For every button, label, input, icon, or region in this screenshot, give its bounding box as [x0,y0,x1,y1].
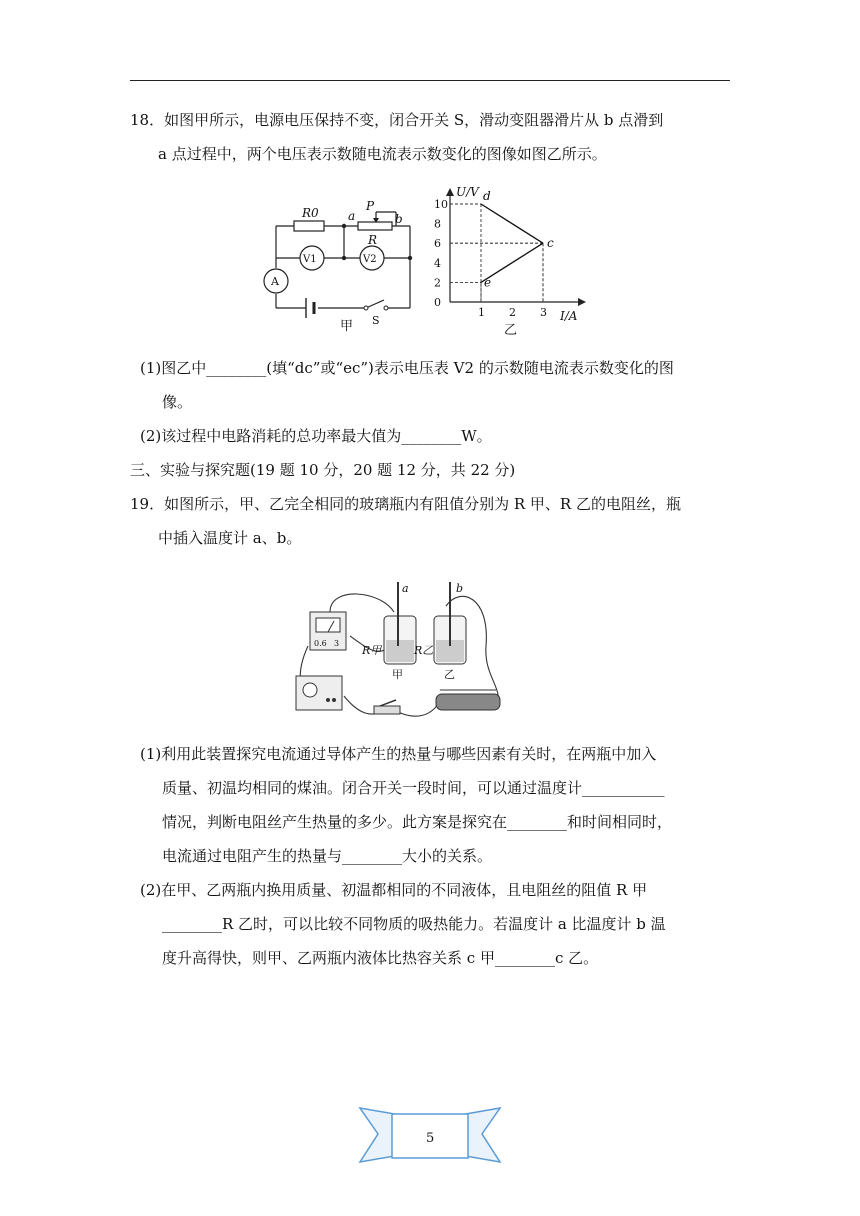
label-ammeter: A [271,275,279,288]
page-number-ribbon [356,1104,504,1166]
x-axis-label: I/A [560,309,578,323]
label-r0: R0 [302,206,319,220]
y-tick-label: 0 [434,296,441,309]
page-number: 5 [426,1131,435,1146]
y-tick-label: 4 [434,256,441,270]
x-tick-label: 3 [540,306,547,319]
section-3-heading: 三、实验与探究题(19 题 10 分，20 题 12 分，共 22 分) [130,461,516,479]
y-tick-label: 2 [434,276,441,290]
q19-sub1-line1: (1)利用此装置探究电流通过导体产生的热量与哪些因素有关时，在两瓶中加入 [140,745,657,763]
q19-line1: 19．如图所示，甲、乙完全相同的玻璃瓶内有阻值分别为 R 甲、R 乙的电阻丝，瓶 [130,495,681,513]
y-tick-label: 8 [434,217,441,231]
r-jia-label: R甲 [362,644,382,657]
q19-sub2-line3: 度升高得快，则甲、乙两瓶内液体比热容关系 c 甲________c 乙。 [162,949,599,967]
series-line-dc [481,204,543,243]
rheostat-device [436,694,500,710]
jar-yi-label: 乙 [444,668,455,681]
q18-sub2: (2)该过程中电路消耗的总功率最大值为________W。 [140,427,492,445]
jar-jia-label: 甲 [392,668,403,681]
q18-line2: a 点过程中，两个电压表示数随电流表示数变化的图像如图乙所示。 [158,145,607,163]
r-yi-label: R乙 [414,644,434,657]
terminal-3: 3 [334,639,340,648]
caption-jia: 甲 [340,319,354,332]
thermometer-a-label: a [402,582,409,595]
x-tick-label: 1 [478,306,485,319]
caption-yi: 乙 [504,323,518,338]
q19-sub2-line1: (2)在甲、乙两瓶内换用质量、初温都相同的不同液体，且电阻丝的阻值 R 甲 [140,881,648,899]
top-rule [130,80,730,81]
y-tick-label: 6 [434,237,441,251]
point-label-d: d [483,189,491,203]
q19-line2: 中插入温度计 a、b。 [158,529,302,547]
label-a: a [348,209,356,223]
q18-line1: 18．如图甲所示，电源电压保持不变，闭合开关 S，滑动变阻器滑片从 b 点滑到 [130,111,664,129]
label-r: R [368,233,378,247]
power-supply [296,676,342,710]
apparatus-figure [290,576,530,722]
y-axis-label: U/V [456,185,479,199]
label-p: P [366,199,375,213]
label-b: b [395,212,403,226]
y-tick-label: 10 [434,198,448,211]
q18-sub1-cont: 像。 [162,393,193,411]
thermometer-b-label: b [456,582,464,595]
terminal-06: 0.6 [314,639,327,648]
x-tick-label: 2 [509,306,516,319]
point-label-e: e [484,275,492,290]
switch-device [374,706,400,714]
label-s: S [372,314,380,327]
ui-graph-yi [428,182,598,338]
label-v1: V1 [303,254,317,265]
point-label-c: c [547,236,554,251]
q19-sub1-line2: 质量、初温均相同的煤油。闭合开关一段时间，可以通过温度计___________ [162,779,665,797]
label-v2: V2 [363,254,377,265]
q18-sub1: (1)图乙中________(填“dc”或“ec”)表示电压表 V2 的示数随电流表示数变化的图 [140,359,674,377]
circuit-diagram-jia [262,196,422,332]
q19-sub1-line3: 情况，判断电阻丝产生热量的多少。此方案是探究在________和时间相同时， [162,813,673,831]
q19-sub1-line4: 电流通过电阻产生的热量与________大小的关系。 [162,847,493,865]
q19-sub2-line2: ________R 乙时，可以比较不同物质的吸热能力。若温度计 a 比温度计 b 温 [162,915,666,933]
